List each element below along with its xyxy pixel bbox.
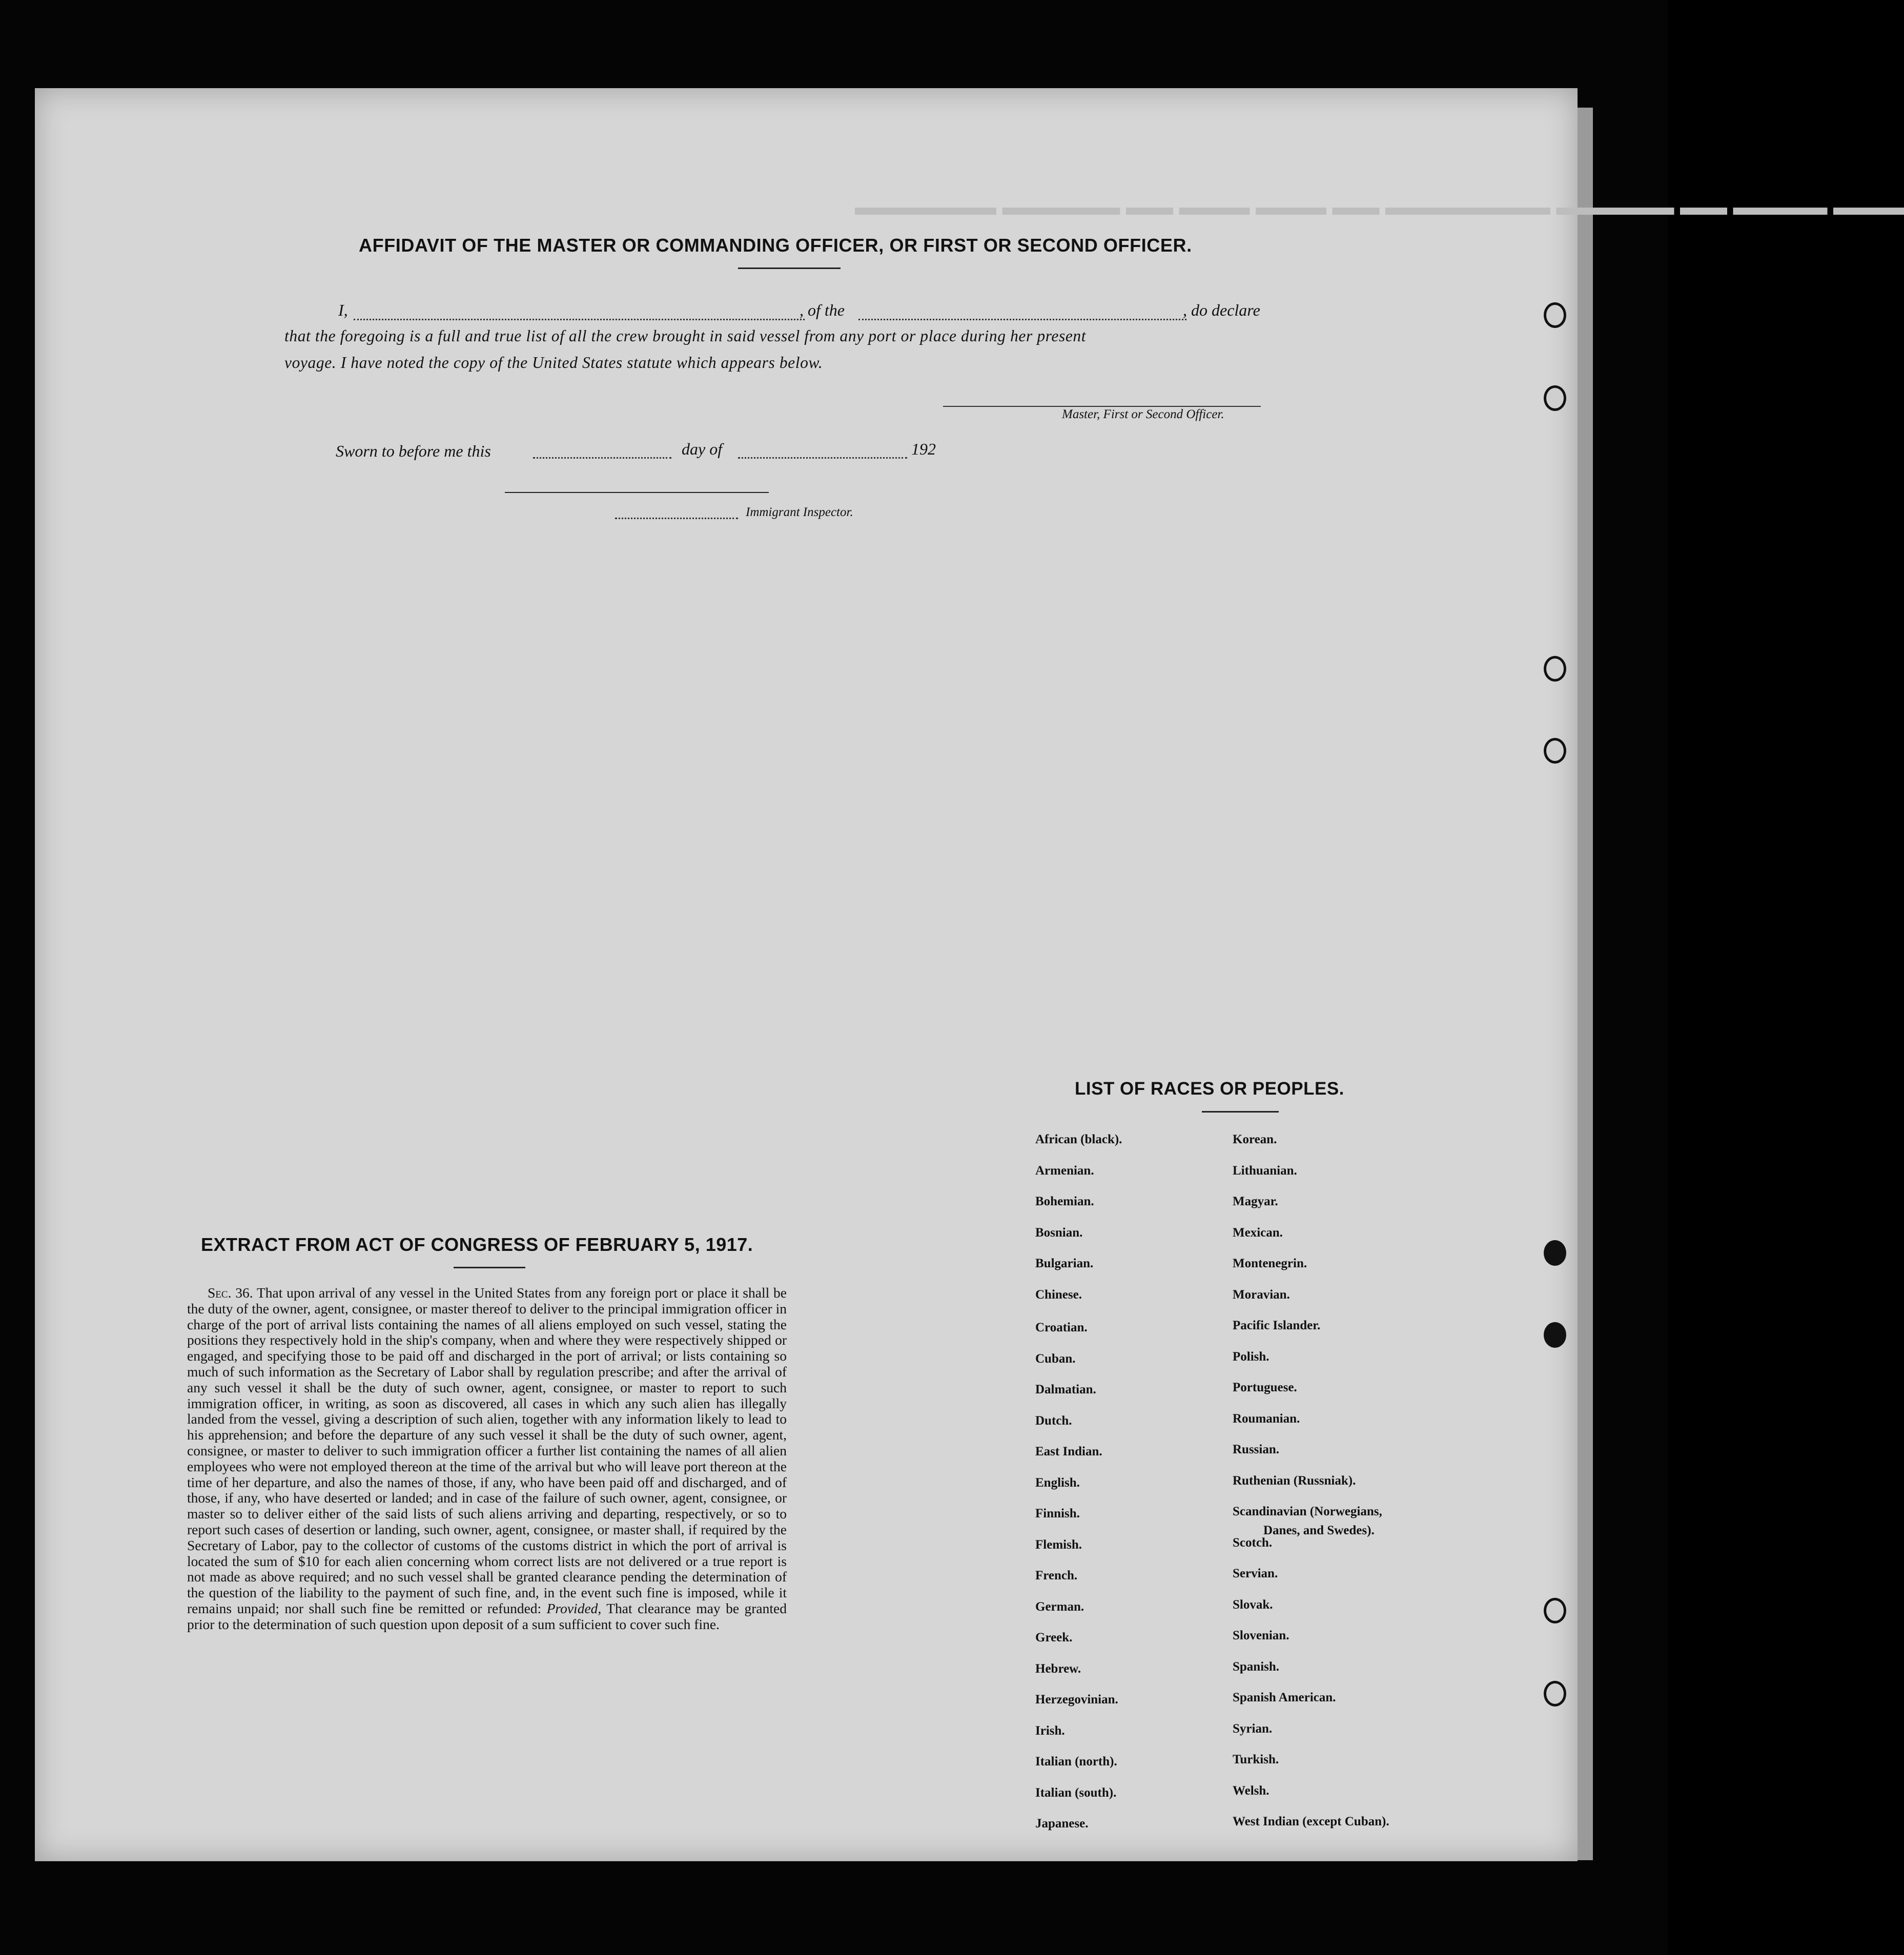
extract-title: EXTRACT FROM ACT OF CONGRESS OF FEBRUARY 5, 1917. (201, 1234, 753, 1255)
race-item: Finnish. (1035, 1507, 1080, 1520)
sworn-month-line (738, 457, 907, 459)
race-item: French. (1035, 1569, 1078, 1582)
race-item: Pacific Islander. (1233, 1319, 1321, 1332)
binder-hole (1544, 1681, 1566, 1706)
declaration-do-declare: , do declare (1183, 301, 1260, 319)
race-item: Dalmatian. (1035, 1383, 1096, 1396)
race-item: Lithuanian. (1233, 1163, 1297, 1178)
race-item: Scandinavian (Norwegians, (1233, 1505, 1382, 1518)
race-item: Croatian. (1035, 1321, 1088, 1334)
race-item: Cuban. (1035, 1351, 1076, 1366)
statute-text (187, 1285, 787, 1633)
binder-hole (1544, 738, 1566, 764)
inspector-signature-line (615, 518, 738, 519)
race-item: Bohemian. (1035, 1195, 1094, 1208)
race-item: East Indian. (1035, 1445, 1102, 1458)
races-title: LIST OF RACES OR PEOPLES. (1075, 1079, 1344, 1099)
race-item: Turkish. (1233, 1753, 1279, 1766)
race-item: Servian. (1233, 1567, 1278, 1580)
binder-hole (1544, 656, 1566, 682)
race-item: Herzegovinian. (1035, 1693, 1118, 1706)
race-item: Welsh. (1233, 1783, 1270, 1798)
race-item: Bosnian. (1035, 1225, 1083, 1240)
inspector-upper-line (505, 492, 769, 493)
race-item: Bulgarian. (1035, 1257, 1094, 1270)
race-item: Mexican. (1233, 1225, 1283, 1240)
sworn-day-line (533, 457, 671, 459)
affidavit-body-line-2: voyage. I have noted the copy of the United States statute which appears below. (284, 354, 823, 372)
race-item: Montenegrin. (1233, 1257, 1307, 1270)
race-item: Syrian. (1233, 1721, 1273, 1736)
race-item: Hebrew. (1035, 1661, 1081, 1676)
race-item: Spanish. (1233, 1659, 1280, 1674)
sworn-day-of: day of (682, 440, 723, 458)
race-item: Russian. (1233, 1443, 1280, 1456)
affidavit-body-line-1: that the foregoing is a full and true list of all the crew brought in said vessel from any port or place during her present (284, 327, 1087, 345)
race-item: Armenian. (1035, 1163, 1094, 1178)
race-item: African (black). (1035, 1133, 1122, 1146)
race-item: Japanese. (1035, 1817, 1089, 1830)
race-item: Moravian. (1233, 1287, 1290, 1302)
bleed-through-text: ▬▬▬ ▬▬▬▬ ▬▬ ▬▬▬▬▬ ▬▬▬▬▬▬▬ ▬▬ ▬▬▬ ▬▬▬ ▬▬ ▬▬▬▬▬ ▬▬▬▬▬▬ (855, 194, 1904, 220)
provided-word: Provided, (546, 1600, 602, 1616)
race-item: Greek. (1035, 1631, 1073, 1644)
binder-hole (1544, 1598, 1566, 1623)
signature-line (943, 406, 1261, 407)
binder-hole (1544, 385, 1566, 411)
sworn-year: 192 (911, 440, 936, 458)
race-item: West Indian (except Cuban). (1233, 1815, 1389, 1828)
binder-hole (1544, 1322, 1566, 1348)
race-item: Portuguese. (1233, 1381, 1297, 1394)
declaration-i: I, (338, 301, 348, 319)
race-item: German. (1035, 1599, 1084, 1614)
declaration-of-the: , of the (800, 301, 845, 319)
vessel-field-line (858, 319, 1186, 320)
race-item: Roumanian. (1233, 1411, 1300, 1426)
race-item: Slovak. (1233, 1597, 1273, 1612)
race-item: Ruthenian (Russniak). (1233, 1473, 1356, 1488)
race-item: Chinese. (1035, 1287, 1082, 1302)
race-item: Flemish. (1035, 1537, 1082, 1552)
signature-caption: Master, First or Second Officer. (1062, 407, 1224, 421)
section-label: Sec. 36. (208, 1285, 253, 1301)
inspector-caption: Immigrant Inspector. (746, 505, 853, 519)
page-edge (1578, 108, 1593, 1860)
affidavit-title: AFFIDAVIT OF THE MASTER OR COMMANDING OFFICER, OR FIRST OR SECOND OFFICER. (359, 235, 1192, 256)
race-item: Italian (south). (1035, 1785, 1117, 1800)
statute-text-part-1: That upon arrival of any vessel in the United States from any foreign port or place it shall be the duty of the owner, agent, consignee, or master thereof to deliver to the principal immigration officer in charge of the port of arrival lists containing the names of all aliens employed on such vessel, stating the positions they respectively hold in the ship's company, when and where they were respectively shipped or engaged, and specifying those to be paid off and discharged in the port of arrival; or lists containing so much of such information as the Secretary of Labor shall by regulation prescribe; and after the arrival of any such vessel it shall be the duty of such owner, agent, consignee, or master to report to such immigration officer, in writing, as soon as discovered, all cases in which any such alien has illegally landed from the vessel, giving a description of such alien, together with any information likely to lead to his apprehension; and before the departure of any such vessel it shall be the duty of such owner, agent, consignee, or master to deliver to such immigration officer a further list containing the names of all alien employees who were not employed thereon at the time of the arrival but who will leave port thereon at the time of her departure, and also the names of those, if any, who have been paid off and discharged, and of those, if any, who have deserted or landed; and in case of the failure of such owner, agent, consignee, or master so to deliver either of the said lists of such aliens arriving and departing, respectively, or so to report such cases of desertion or landing, such owner, agent, consignee, or master shall, if required by the Secretary of Labor, pay to the collector of customs of the customs district in which the port of arrival is located the sum of $10 for each alien concerning whom correct lists are not delivered or a true report is not made as above required; and no such vessel shall be granted clearance pending the determination of the question of the liability to the payment of such fine, and, in the event such fine is imposed, while it remains unpaid; nor shall such fine be remitted or refunded: (187, 1285, 787, 1616)
binder-hole (1544, 302, 1566, 328)
race-item: Dutch. (1035, 1413, 1072, 1428)
race-item: English. (1035, 1475, 1080, 1490)
binder-hole (1544, 1240, 1566, 1266)
statute-text-part-2: That clearance may be granted prior to the determination of such question upon deposit of a sum sufficient to cover such fine. (187, 1600, 787, 1632)
race-item: Magyar. (1233, 1195, 1278, 1208)
race-item: Italian (north). (1035, 1755, 1117, 1768)
races-title-underline (1202, 1111, 1279, 1113)
sworn-prefix: Sworn to before me this (336, 442, 491, 460)
affidavit-title-underline (738, 267, 841, 269)
name-field-line (354, 319, 805, 320)
race-item: Spanish American. (1233, 1691, 1336, 1704)
extract-title-underline (454, 1267, 525, 1268)
race-item: Slovenian. (1233, 1629, 1289, 1642)
scandinavian-continuation: Danes, and Swedes). (1263, 1524, 1375, 1537)
race-item: Irish. (1035, 1723, 1065, 1738)
race-item: Polish. (1233, 1349, 1270, 1364)
race-item: Korean. (1233, 1133, 1277, 1146)
race-item: Scotch. (1233, 1535, 1273, 1550)
